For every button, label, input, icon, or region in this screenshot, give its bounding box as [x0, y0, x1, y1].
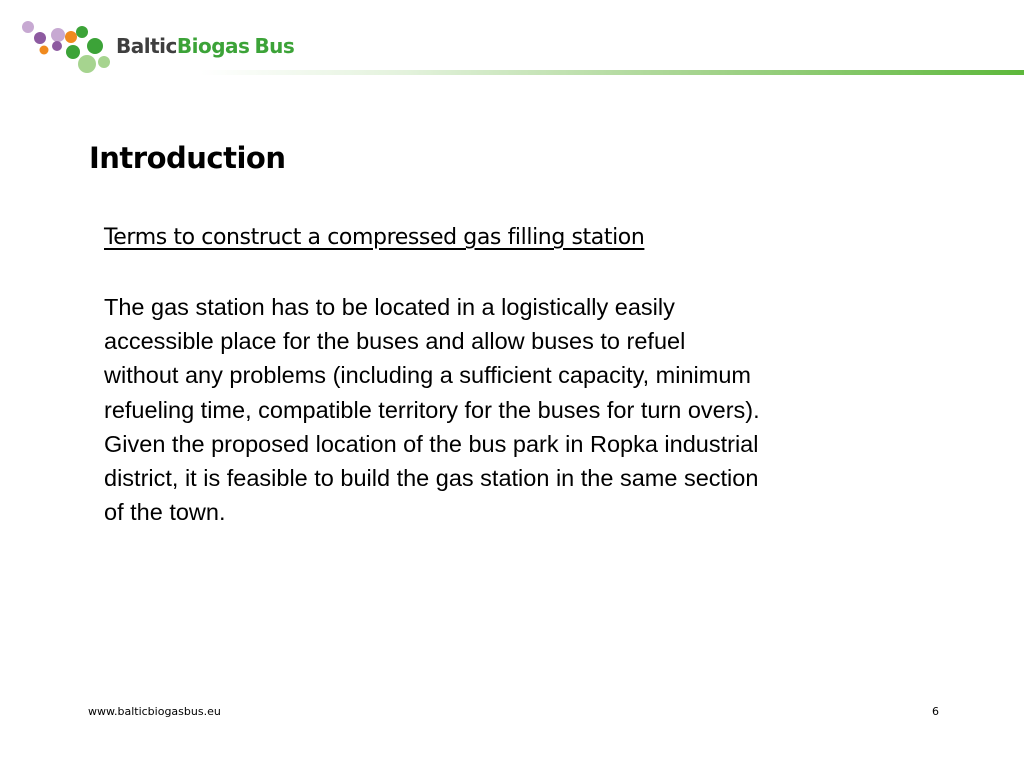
slide-subheading: Terms to construct a compressed gas filling station — [104, 225, 645, 250]
slide-title: Introduction — [89, 141, 286, 175]
header-divider — [200, 70, 1024, 75]
header — [0, 0, 1024, 90]
brand-name-part1: Baltic — [116, 34, 177, 58]
brand-name-part2: Biogas — [176, 34, 250, 58]
body-paragraph — [104, 290, 919, 529]
body-line: accessible place for the buses and allow buses to refuel — [104, 328, 686, 355]
body-line: refueling time, compatible territory for the buses for turn overs). — [104, 396, 760, 423]
body-line: without any problems (including a sufficient capacity, minimum — [104, 362, 751, 389]
body-line: of the town. — [104, 499, 226, 526]
page-number: 6 — [932, 705, 939, 718]
footer-url: www.balticbiogasbus.eu — [88, 705, 221, 718]
body-line: district, it is feasible to build the gas station in the same section — [104, 465, 759, 492]
body-line: Given the proposed location of the bus park in Ropka industrial — [104, 430, 759, 457]
brand-name-part3: Bus — [254, 34, 295, 58]
body-line: The gas station has to be located in a logistically easily — [104, 294, 675, 320]
brand-logo — [116, 32, 294, 60]
